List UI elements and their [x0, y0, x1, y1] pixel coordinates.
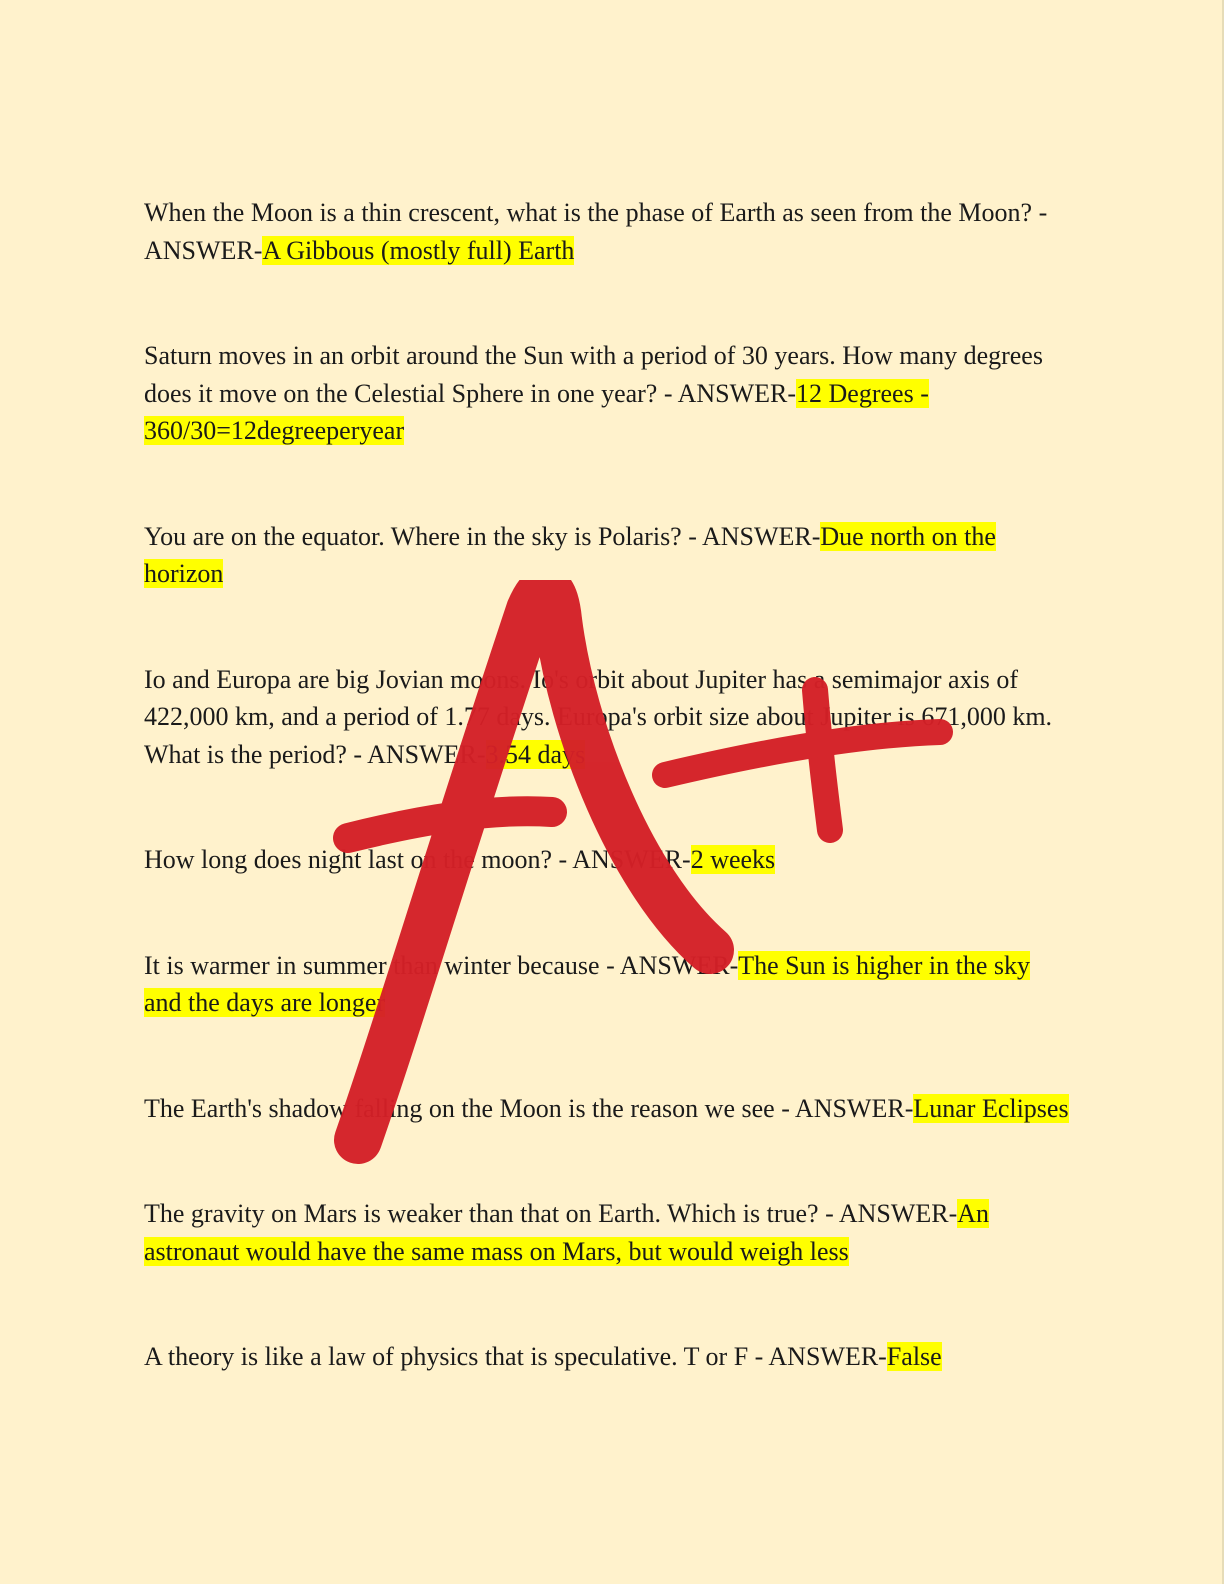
- question-text: When the Moon is a thin crescent, what is the phase of Earth as seen from the Moon? - ANSWER-: [144, 198, 1048, 265]
- answer-highlight: Lunar Eclipses: [913, 1093, 1069, 1123]
- question-text: Io and Europa are big Jovian moons. Io's orbit about Jupiter has a semimajor axis of 422,000 km, and a period of 1.77 days. Europa's orbit size about Jupiter is 671,000 km. What is the period? - ANSWER-: [144, 664, 1053, 769]
- qa-item: [144, 194, 1074, 269]
- answer-highlight: An astronaut would have the same mass on Mars, but would weigh less: [144, 1199, 990, 1266]
- question-text: You are on the equator. Where in the sky is Polaris? - ANSWER-: [144, 521, 821, 551]
- qa-item: [144, 337, 1074, 450]
- question-text: How long does night last on the moon? - ANSWER-: [144, 845, 691, 874]
- qa-item: [144, 661, 1074, 774]
- question-text: Saturn moves in an orbit around the Sun with a period of 30 years. How many degrees does it move on the Celestial Sphere in one year? - ANSWER-: [144, 341, 1043, 408]
- qa-item: [144, 518, 1074, 593]
- answer-highlight: The Sun is higher in the sky and the days are longer: [144, 950, 1030, 1017]
- question-text: It is warmer in summer than winter because - ANSWER-: [144, 950, 739, 980]
- qa-item: [144, 947, 1074, 1022]
- qa-item: [144, 1338, 1074, 1376]
- answer-highlight: False: [886, 1342, 942, 1371]
- qa-item: [144, 841, 1074, 879]
- qa-item: [144, 1090, 1074, 1128]
- answer-highlight: A Gibbous (mostly full) Earth: [262, 235, 575, 265]
- qa-list: [144, 194, 1074, 1444]
- answer-highlight: 2 weeks: [690, 845, 776, 874]
- question-text: The Earth's shadow falling on the Moon is the reason we see - ANSWER-: [144, 1093, 914, 1123]
- answer-highlight: 3.54 days: [485, 739, 586, 769]
- qa-item: [144, 1195, 1074, 1270]
- question-text: The gravity on Mars is weaker than that on Earth. Which is true? - ANSWER-: [144, 1199, 958, 1228]
- answer-highlight: 12 Degrees - 360/30=12degreeperyear: [144, 378, 929, 445]
- question-text: A theory is like a law of physics that is speculative. T or F - ANSWER-: [144, 1342, 887, 1371]
- answer-highlight: Due north on the horizon: [144, 521, 996, 588]
